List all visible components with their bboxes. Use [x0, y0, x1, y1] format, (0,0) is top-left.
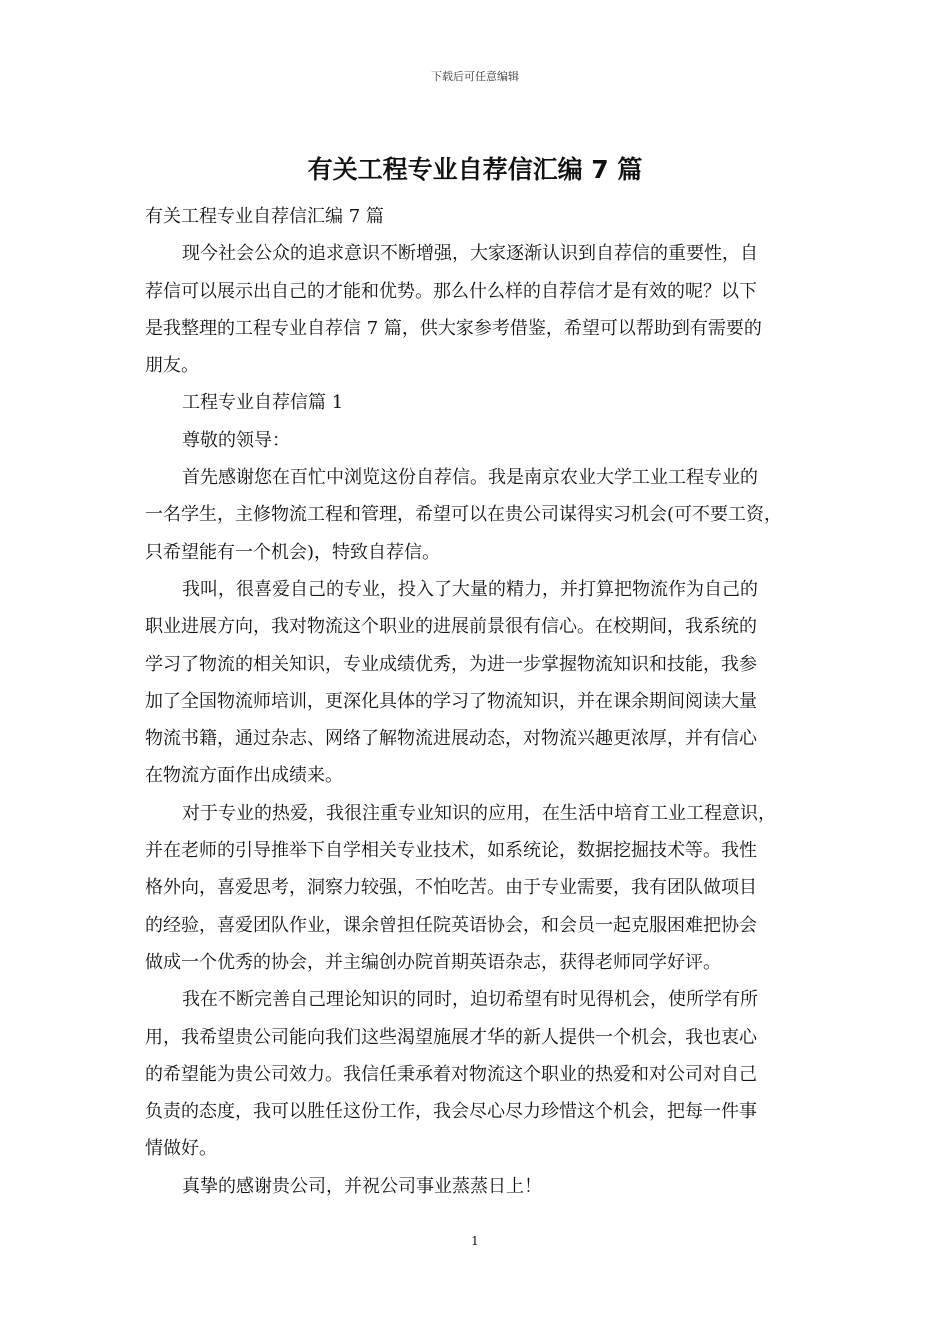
body-line: 加了全国物流师培训，更深化具体的学习了物流知识，并在课余期间阅读大量: [145, 690, 757, 712]
body-line: 一名学生，主修物流工程和管理，希望可以在贵公司谋得实习机会(可不要工资，: [145, 504, 783, 526]
body-line: 职业进展方向，我对物流这个职业的进展前景很有信心。在校期间，我系统的: [145, 616, 757, 638]
body-line: 格外向，喜爱思考，洞察力较强，不怕吃苦。由于专业需要，我有团队做项目: [145, 877, 757, 899]
body-line: 荐信可以展示出自己的才能和优势。那么什么样的自荐信才是有效的呢？以下: [145, 280, 757, 302]
body-line: 情做好。: [145, 1138, 217, 1160]
header-note: 下载后可任意编辑: [431, 70, 519, 83]
body-line: 朋友。: [145, 355, 199, 377]
body-line: 物流书籍，通过杂志、网络了解物流进展动态，对物流兴趣更浓厚，并有信心: [145, 728, 757, 750]
document-title: 有关工程专业自荐信汇编 7 篇: [307, 155, 643, 184]
body-line: 的希望能为贵公司效力。我信任秉承着对物流这个职业的热爱和对公司对自己: [145, 1063, 757, 1085]
body-line: 做成一个优秀的协会，并主编创办院首期英语杂志，获得老师同学好评。: [145, 951, 721, 973]
body-line: 我叫，很喜爱自己的专业，投入了大量的精力，并打算把物流作为自己的: [182, 578, 758, 600]
body-line: 只希望能有一个机会)，特致自荐信。: [145, 541, 441, 563]
body-line: 负责的态度，我可以胜任这份工作，我会尽心尽力珍惜这个机会，把每一件事: [145, 1101, 757, 1123]
body-line: 用，我希望贵公司能向我们这些渴望施展才华的新人提供一个机会，我也衷心: [145, 1026, 757, 1048]
body-line: 并在老师的引导推举下自学相关专业技术，如系统论，数据挖掘技术等。我性: [145, 840, 757, 862]
body-line: 对于专业的热爱，我很注重专业知识的应用，在生活中培育工业工程意识，: [182, 802, 776, 824]
body-line: 的经验，喜爱团队作业，课余曾担任院英语协会，和会员一起克服困难把协会: [145, 914, 757, 936]
body-line: 我在不断完善自己理论知识的同时，迫切希望有时见得机会，使所学有所: [182, 989, 758, 1011]
document-body: [145, 198, 810, 1205]
body-line: 有关工程专业自荐信汇编 7 篇: [145, 206, 384, 227]
body-line: 在物流方面作出成绩来。: [145, 765, 343, 787]
body-line: 是我整理的工程专业自荐信 7 篇，供大家参考借鉴，希望可以帮助到有需要的: [145, 317, 762, 339]
body-line: 首先感谢您在百忙中浏览这份自荐信。我是南京农业大学工业工程专业的: [182, 467, 758, 489]
closing-line: 真挚的感谢贵公司，并祝公司事业蒸蒸日上！: [182, 1175, 542, 1197]
salutation: 尊敬的领导：: [182, 429, 290, 451]
page-number: 1: [471, 1234, 479, 1248]
body-line: 学习了物流的相关知识，专业成绩优秀，为进一步掌握物流知识和技能，我参: [145, 653, 757, 675]
section-heading: 工程专业自荐信篇 1: [182, 392, 344, 414]
body-line: 现今社会公众的追求意识不断增强，大家逐渐认识到自荐信的重要性，自: [182, 243, 758, 265]
